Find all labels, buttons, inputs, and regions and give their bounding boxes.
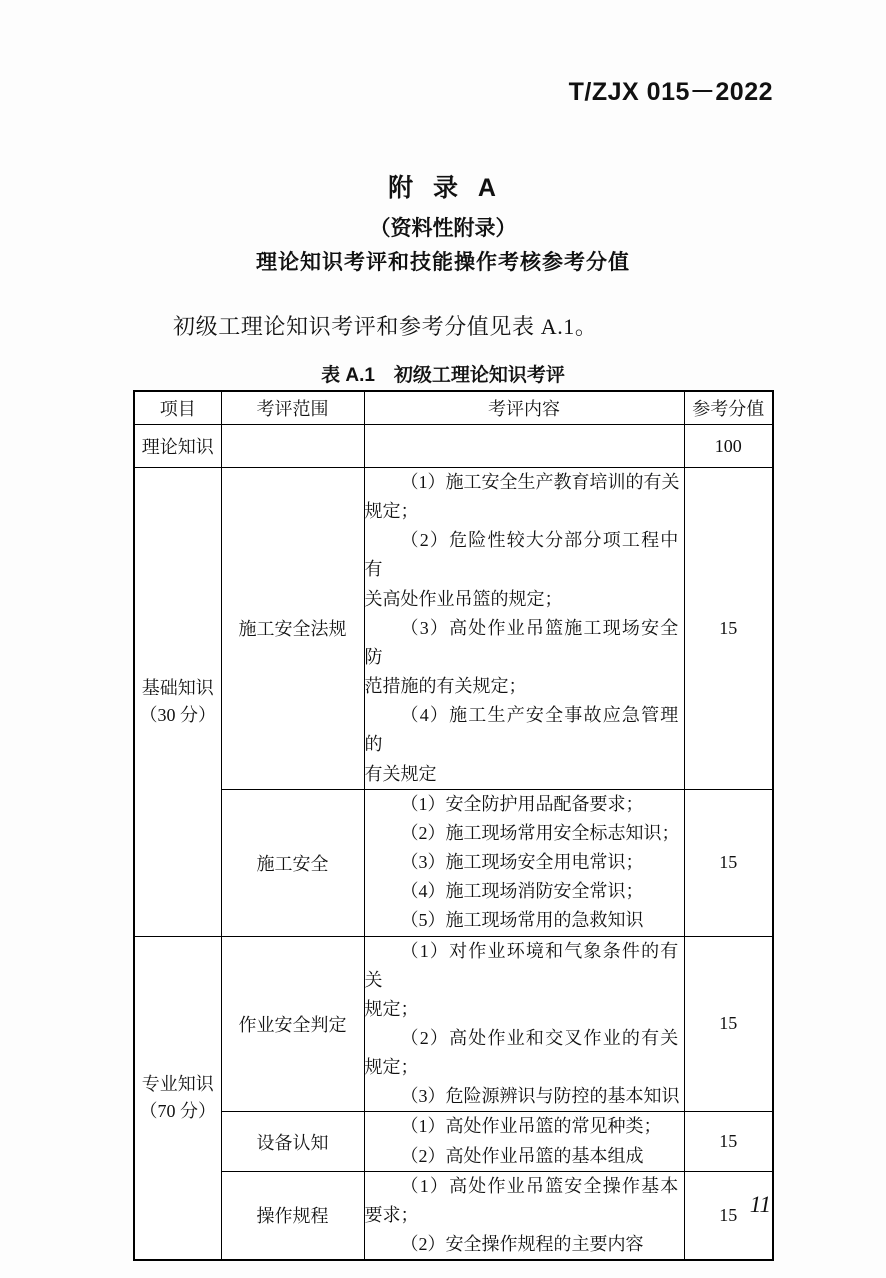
- table-header-row: [134, 391, 773, 425]
- table-row: [134, 425, 773, 468]
- row-scope-equipment-cognition: 设备认知: [221, 1112, 364, 1171]
- content-line: （1）施工安全生产教育培训的有关: [400, 472, 680, 492]
- row-score-operating-procedures: 15: [684, 1171, 773, 1260]
- row-scope-construction-safety-regulations: 施工安全法规: [221, 468, 364, 790]
- content-line: （1）高处作业吊篮安全操作基本: [400, 1175, 680, 1196]
- document-header-standard-number: T/ZJX 015－2022: [568, 78, 773, 106]
- content-line: 范措施的有关规定；: [364, 676, 527, 697]
- row-content-construction-safety-regulations: [364, 468, 684, 790]
- column-header-item: 项目: [134, 391, 221, 425]
- content-line: （3）高处作业吊篮施工现场安全防: [364, 617, 680, 667]
- content-line: （2）高处作业和交叉作业的有关: [400, 1027, 680, 1048]
- row-content-equipment-cognition: [364, 1112, 684, 1171]
- content-line: （2）高处作业吊篮的基本组成: [400, 1145, 644, 1166]
- column-header-content: 考评内容: [364, 391, 684, 425]
- content-line: （1）高处作业吊篮的常见种类；: [400, 1116, 662, 1137]
- content-line: （3）危险源辨识与防控的基本知识: [400, 1086, 680, 1107]
- row-content-operating-procedures: [364, 1171, 684, 1260]
- content-line: （2）危险性较大分部分项工程中有: [364, 530, 680, 580]
- annex-title: 附 录 A: [388, 174, 498, 202]
- content-line: （5）施工现场常用的急救知识: [400, 910, 644, 931]
- row-content-construction-safety: [364, 789, 684, 936]
- content-line: 要求；: [364, 1204, 419, 1225]
- assessment-table: [133, 390, 774, 1261]
- content-line: 规定；: [364, 1057, 419, 1078]
- row-content-empty: [364, 425, 684, 468]
- row-score-work-safety-judgement: 15: [684, 936, 773, 1112]
- row-scope-work-safety-judgement: 作业安全判定: [221, 936, 364, 1112]
- content-line: （2）安全操作规程的主要内容: [400, 1234, 644, 1255]
- row-scope-construction-safety: 施工安全: [221, 789, 364, 936]
- item-label-line1: 基础知识: [141, 677, 214, 698]
- content-line: （2）施工现场常用安全标志知识；: [400, 822, 680, 843]
- table-row: [134, 789, 773, 936]
- row-item-basic-knowledge: [134, 468, 221, 937]
- row-item-theory: 理论知识: [134, 425, 221, 468]
- content-line: （4）施工现场消防安全常识；: [400, 881, 644, 902]
- row-scope-operating-procedures: 操作规程: [221, 1171, 364, 1260]
- table-row: [134, 936, 773, 1112]
- column-header-score: 参考分值: [684, 391, 773, 425]
- assessment-table-wrapper: [133, 390, 772, 1261]
- row-item-professional-knowledge: [134, 936, 221, 1260]
- table-row: [134, 468, 773, 790]
- intro-paragraph: 初级工理论知识考评和参考分值见表 A.1。: [173, 314, 598, 339]
- item-label-line2: （30 分）: [139, 704, 216, 725]
- content-line: 有关规定: [364, 763, 437, 784]
- row-score-theory: 100: [684, 425, 773, 468]
- row-score-equipment-cognition: 15: [684, 1112, 773, 1171]
- page-number: 11: [749, 1192, 771, 1217]
- row-scope-empty: [221, 425, 364, 468]
- content-line: 规定；: [364, 998, 419, 1019]
- content-line: （3）施工现场安全用电常识；: [400, 852, 644, 873]
- annex-name: 理论知识考评和技能操作考核参考分值: [256, 251, 630, 274]
- row-content-work-safety-judgement: [364, 936, 684, 1112]
- content-line: 关高处作业吊篮的规定；: [364, 588, 563, 609]
- table-row: [134, 1171, 773, 1260]
- table-row: [134, 1112, 773, 1171]
- column-header-scope: 考评范围: [221, 391, 364, 425]
- table-caption: 表 A.1 初级工理论知识考评: [321, 365, 565, 386]
- row-score-construction-safety-regulations: 15: [684, 468, 773, 790]
- row-score-construction-safety: 15: [684, 789, 773, 936]
- annex-subtitle: （资料性附录）: [369, 217, 517, 240]
- item-label-line2: （70 分）: [139, 1100, 216, 1121]
- content-line: （1）对作业环境和气象条件的有关: [364, 940, 680, 990]
- item-label-line1: 专业知识: [141, 1073, 214, 1094]
- content-line: （4）施工生产安全事故应急管理的: [364, 705, 680, 755]
- content-line: 规定；: [364, 501, 419, 522]
- content-line: （1）安全防护用品配备要求；: [400, 793, 644, 814]
